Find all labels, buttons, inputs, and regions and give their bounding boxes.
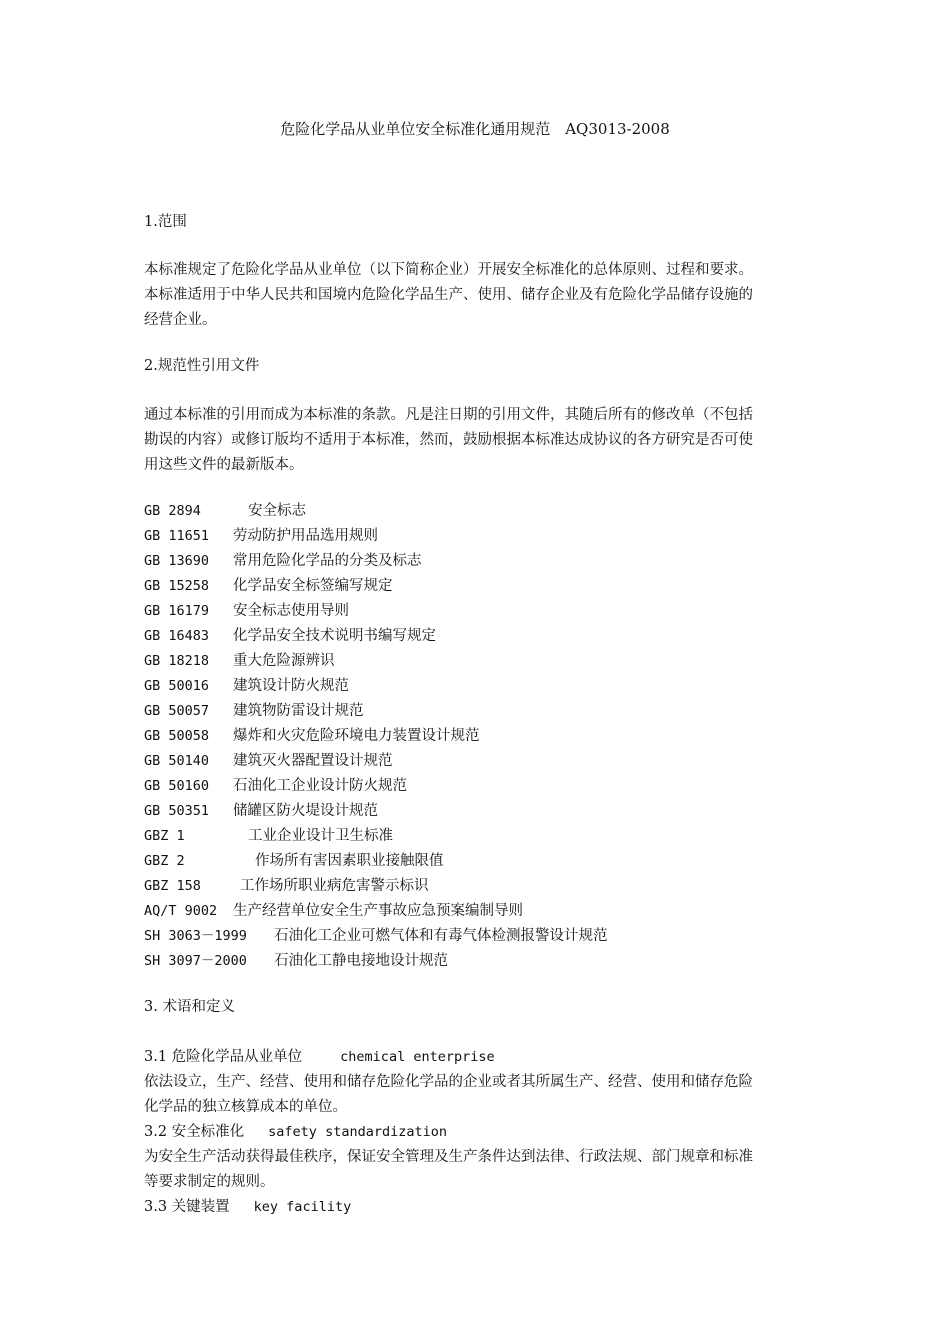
reference-title: 石油化工企业可燃气体和有毒气体检测报警设计规范 [274, 928, 608, 944]
reference-item [144, 749, 816, 774]
reference-item [144, 774, 816, 799]
reference-title: 石油化工企业设计防火规范 [233, 778, 407, 794]
reference-code: GB 50058 [144, 728, 210, 744]
term-heading [144, 1195, 816, 1220]
term-english: safety standardization [268, 1124, 447, 1140]
reference-item [144, 824, 816, 849]
reference-item [144, 949, 816, 974]
reference-code: GBZ 2 [144, 853, 185, 869]
reference-code: SH 3097－2000 [144, 953, 247, 969]
reference-title: 储罐区防火堤设计规范 [233, 803, 378, 819]
reference-title: 建筑灭火器配置设计规范 [233, 753, 393, 769]
paragraph-line: 依法设立，生产、经营、使用和储存危险化学品的企业或者其所属生产、经营、使用和储存危险 [144, 1074, 753, 1090]
paragraph-line: 本标准规定了危险化学品从业单位（以下简称企业）开展安全标准化的总体原则、过程和要求。 [144, 262, 753, 278]
paragraph-line: 化学品的独立核算成本的单位。 [144, 1099, 347, 1115]
reference-code: GB 50016 [144, 678, 210, 694]
document-title: 危险化学品从业单位安全标准化通用规范 AQ3013-2008 [280, 120, 670, 138]
reference-code: GBZ 158 [144, 878, 201, 894]
reference-title: 化学品安全技术说明书编写规定 [233, 628, 436, 644]
section-1 [144, 210, 816, 235]
reference-item [144, 499, 816, 524]
reference-item [144, 574, 816, 599]
reference-item [144, 649, 816, 674]
paragraph-line: 用这些文件的最新版本。 [144, 457, 304, 473]
paragraph-line: 经营企业。 [144, 312, 217, 328]
reference-title: 劳动防护用品选用规则 [233, 528, 378, 544]
reference-item [144, 524, 816, 549]
reference-item [144, 799, 816, 824]
reference-code: GB 13690 [144, 553, 210, 569]
reference-code: GB 50351 [144, 803, 210, 819]
reference-title: 常用危险化学品的分类及标志 [233, 553, 422, 569]
reference-title: 安全标志 [248, 503, 306, 519]
reference-item [144, 624, 816, 649]
reference-code: GB 16179 [144, 603, 210, 619]
paragraph-line: 为安全生产活动获得最佳秩序，保证安全管理及生产条件达到法律、行政法规、部门规章和标准 [144, 1149, 753, 1165]
reference-title: 安全标志使用导则 [233, 603, 349, 619]
reference-title: 生产经营单位安全生产事故应急预案编制导则 [233, 903, 523, 919]
term-english: chemical enterprise [340, 1049, 495, 1065]
reference-title: 工业企业设计卫生标准 [248, 828, 393, 844]
term-heading [144, 1045, 816, 1070]
reference-item [144, 849, 816, 874]
term-label: 3.1 危险化学品从业单位 [144, 1049, 303, 1065]
reference-title: 工作场所职业病危害警示标识 [240, 878, 429, 894]
reference-code: GBZ 1 [144, 828, 185, 844]
section-2-heading: 2.规范性引用文件 [144, 358, 260, 374]
term-english: key facility [253, 1199, 352, 1215]
section-2-body [144, 403, 816, 478]
paragraph-line: 等要求制定的规则。 [144, 1174, 275, 1190]
reference-code: GB 50140 [144, 753, 210, 769]
section-1-body [144, 258, 816, 333]
reference-title: 作场所有害因素职业接触限值 [255, 853, 444, 869]
reference-title: 化学品安全标签编写规定 [233, 578, 393, 594]
reference-list [144, 499, 816, 974]
reference-code: GB 50057 [144, 703, 210, 719]
reference-code: GB 18218 [144, 653, 210, 669]
reference-item [144, 724, 816, 749]
reference-item [144, 699, 816, 724]
reference-code: GB 2894 [144, 503, 201, 519]
paragraph-line: 本标准适用于中华人民共和国境内危险化学品生产、使用、储存企业及有危险化学品储存设施的 [144, 287, 753, 303]
reference-code: GB 16483 [144, 628, 210, 644]
section-3 [144, 995, 816, 1020]
section-3-heading: 3. 术语和定义 [144, 999, 235, 1015]
reference-title: 建筑物防雷设计规范 [233, 703, 364, 719]
section-3-body [144, 1045, 816, 1220]
reference-code: SH 3063－1999 [144, 928, 247, 944]
reference-item [144, 874, 816, 899]
reference-item [144, 899, 816, 924]
reference-item [144, 549, 816, 574]
reference-title: 石油化工静电接地设计规范 [274, 953, 448, 969]
reference-title: 建筑设计防火规范 [233, 678, 349, 694]
term-label: 3.3 关键装置 [144, 1199, 230, 1215]
reference-code: GB 50160 [144, 778, 210, 794]
reference-title: 爆炸和火灾危险环境电力装置设计规范 [233, 728, 480, 744]
reference-code: GB 11651 [144, 528, 210, 544]
section-1-heading: 1.范围 [144, 214, 187, 230]
reference-code: AQ/T 9002 [144, 903, 218, 919]
reference-item [144, 674, 816, 699]
section-2 [144, 354, 816, 379]
reference-code: GB 15258 [144, 578, 210, 594]
paragraph-line: 勘误的内容）或修订版均不适用于本标准，然而，鼓励根据本标准达成协议的各方研究是否可使 [144, 432, 753, 448]
paragraph-line: 通过本标准的引用而成为本标准的条款。凡是注日期的引用文件，其随后所有的修改单（不包括 [144, 407, 753, 423]
reference-item [144, 599, 816, 624]
reference-title: 重大危险源辨识 [233, 653, 335, 669]
reference-item [144, 924, 816, 949]
term-heading [144, 1120, 816, 1145]
term-label: 3.2 安全标准化 [144, 1124, 245, 1140]
